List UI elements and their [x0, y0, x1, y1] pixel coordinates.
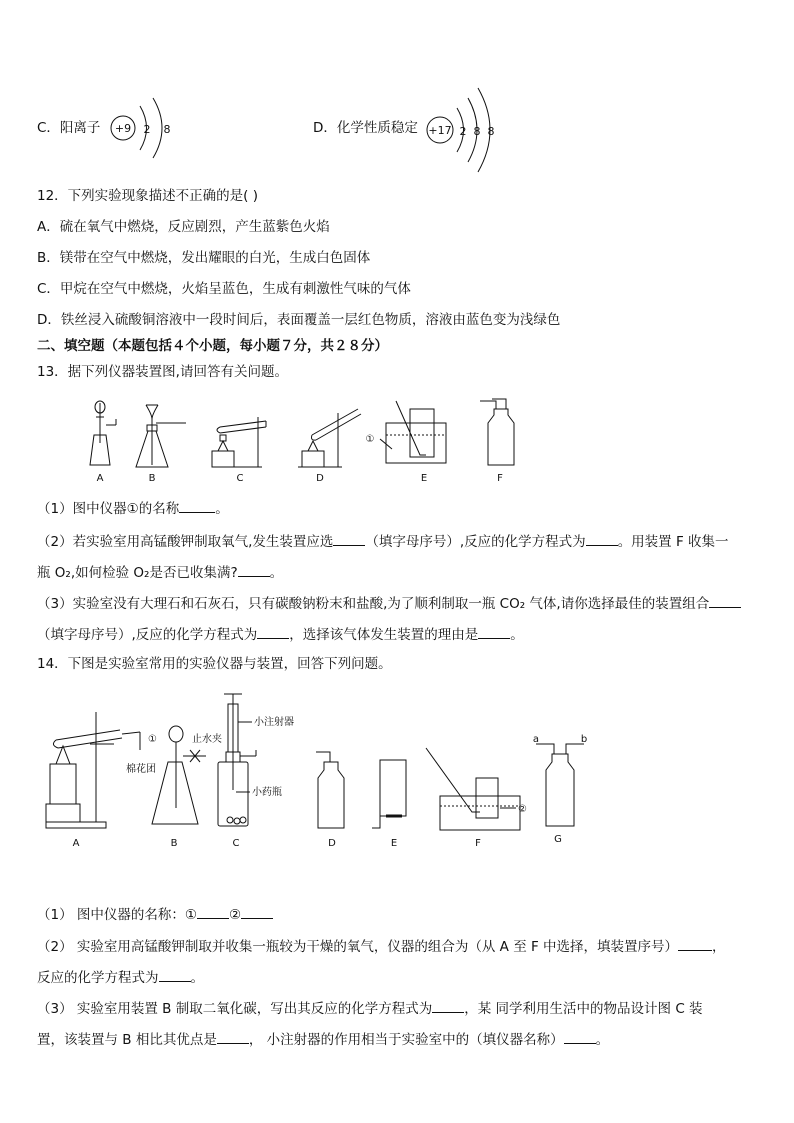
q14-p1-blank-1[interactable] — [197, 904, 229, 919]
q14-label-b: B — [170, 838, 178, 849]
q14-p3-blank-3[interactable] — [564, 1029, 596, 1044]
q11-option-c-text: C．阳离子 — [37, 120, 101, 136]
q13-apparatus-figure — [80, 395, 530, 490]
q11-option-d — [313, 119, 418, 137]
q13-apparatus-c — [212, 417, 266, 467]
q14-apparatus-b — [148, 726, 222, 824]
q14-port-b: b — [580, 734, 588, 745]
q13-apparatus-f — [480, 399, 514, 465]
q13-apparatus-b — [136, 405, 186, 467]
q14-label-e: E — [390, 838, 398, 849]
q14-apparatus-figure — [40, 690, 600, 855]
q13-apparatus-a — [90, 401, 116, 465]
q13-p3-blank-1[interactable] — [709, 593, 741, 608]
q11-option-c-atom-diagram — [105, 92, 185, 164]
q13-label-d: D — [316, 473, 324, 484]
q12-option-b: B．镁带在空气中燃烧，发出耀眼的白光，生成白色固体 — [37, 250, 371, 266]
q11-d-shell-3: 8 — [487, 125, 495, 138]
q14-port-a: a — [532, 734, 540, 745]
q13-p1-blank[interactable] — [179, 498, 215, 513]
q14-stem: 14．下图是实验室常用的实验仪器与装置，回答下列问题。 — [37, 656, 392, 672]
q14-p2-blank-1[interactable] — [678, 936, 712, 951]
q14-part-2-line-2: 反应的化学方程式为 。 — [37, 967, 204, 987]
q13-p2-blank-3[interactable] — [238, 562, 270, 577]
q13-part-2-line-2: 瓶 O₂,如何检验 O₂是否已收集满? 。 — [37, 562, 283, 582]
q12-option-c: C．甲烷在空气中燃烧，火焰呈蓝色，生成有刺激性气味的气体 — [37, 281, 411, 297]
q13-apparatus-d — [298, 409, 361, 467]
q14-apparatus-e — [372, 760, 406, 828]
q13-part-3-line-1: （3）实验室没有大理石和石灰石，只有碳酸钠粉末和盐酸,为了顺利制取一瓶 CO₂ 气体,请你选择最佳的装置组合 — [37, 593, 741, 613]
q14-cotton-label: 棉花团 — [126, 764, 156, 775]
q12-option-a: A．硫在氧气中燃烧，反应剧烈，产生蓝紫色火焰 — [37, 219, 330, 235]
q14-label-g: G — [554, 834, 562, 845]
q11-option-d-atom-diagram — [424, 84, 514, 176]
q14-part-3-line-2: 置，该装置与 B 相比其优点是 ， 小注射器的作用相当于实验室中的（填仪器名称） 。 — [37, 1029, 609, 1049]
q14-p3-blank-1[interactable] — [432, 998, 464, 1013]
q11-option-d-text: D．化学性质稳定 — [313, 120, 418, 136]
q11-d-shell-2: 8 — [473, 125, 481, 138]
q14-apparatus-f — [426, 748, 527, 830]
q14-marker-1: ① — [148, 734, 157, 745]
q11-c-shell-1: 2 — [143, 123, 151, 136]
q14-clamp-label: 止水夹 — [192, 734, 222, 745]
q13-part-2-line-1: （2）若实验室用高锰酸钾制取氧气,发生装置应选 （填字母序号）,反应的化学方程式为 。用装置 F 收集一 — [37, 531, 729, 551]
q14-label-a: A — [72, 838, 80, 849]
q13-label-a: A — [96, 473, 104, 484]
q14-syringe-label: 小注射器 — [254, 717, 294, 728]
q13-part-3-line-2: （填字母序号）,反应的化学方程式为 ，选择该气体发生装置的理由是 。 — [37, 624, 524, 644]
q14-part-2-line-1: （2） 实验室用高锰酸钾制取并收集一瓶较为干燥的氧气，仪器的组合为（从 A 至 F 中选择，填装置序号） ， — [37, 936, 726, 956]
q11-c-shell-2: 8 — [163, 123, 171, 136]
q14-marker-2: ② — [518, 804, 527, 815]
q13-label-e: E — [420, 473, 428, 484]
q11-c-nucleus: +9 — [114, 122, 132, 135]
q12-option-d: D．铁丝浸入硫酸铜溶液中一段时间后，表面覆盖一层红色物质，溶液由蓝色变为浅绿色 — [37, 312, 561, 328]
q14-label-d: D — [328, 838, 336, 849]
q13-p2-blank-2[interactable] — [586, 531, 618, 546]
q13-label-f: F — [497, 473, 503, 484]
q13-apparatus-e — [366, 401, 446, 463]
q14-p1-blank-2[interactable] — [241, 904, 273, 919]
q13-label-b: B — [148, 473, 156, 484]
q11-d-nucleus: +17 — [428, 124, 452, 137]
q13-label-c: C — [236, 473, 244, 484]
q14-apparatus-g — [533, 734, 587, 826]
q14-p2-blank-2[interactable] — [159, 967, 191, 982]
q13-p2-blank-1[interactable] — [333, 531, 365, 546]
q14-part-3-line-1: （3） 实验室用装置 B 制取二氧化碳，写出其反应的化学方程式为 ，某 同学利用生活中的物品设计图 C 装 — [37, 998, 703, 1018]
q13-p3-blank-2[interactable] — [257, 624, 289, 639]
q14-label-c: C — [232, 838, 240, 849]
q14-part-1: （1） 图中仪器的名称：① ② — [37, 904, 273, 924]
q14-apparatus-c — [218, 694, 294, 826]
q14-apparatus-a — [46, 712, 156, 828]
q13-p3-blank-3[interactable] — [478, 624, 510, 639]
q11-d-shell-1: 2 — [459, 125, 467, 138]
q14-vial-label: 小药瓶 — [252, 787, 282, 798]
q14-apparatus-d — [316, 752, 344, 828]
q13-stem: 13．据下列仪器装置图,请回答有关问题。 — [37, 364, 288, 380]
q13-marker-1: ① — [365, 434, 375, 445]
q14-label-f: F — [475, 838, 481, 849]
section-2-heading: 二、填空题（本题包括４个小题，每小题７分，共２８分） — [37, 338, 388, 354]
q14-p3-blank-2[interactable] — [217, 1029, 249, 1044]
q13-part-1: （1）图中仪器①的名称 。 — [37, 498, 229, 518]
q11-option-c — [37, 119, 100, 137]
q12-stem: 12．下列实验现象描述不正确的是( ) — [37, 188, 259, 204]
